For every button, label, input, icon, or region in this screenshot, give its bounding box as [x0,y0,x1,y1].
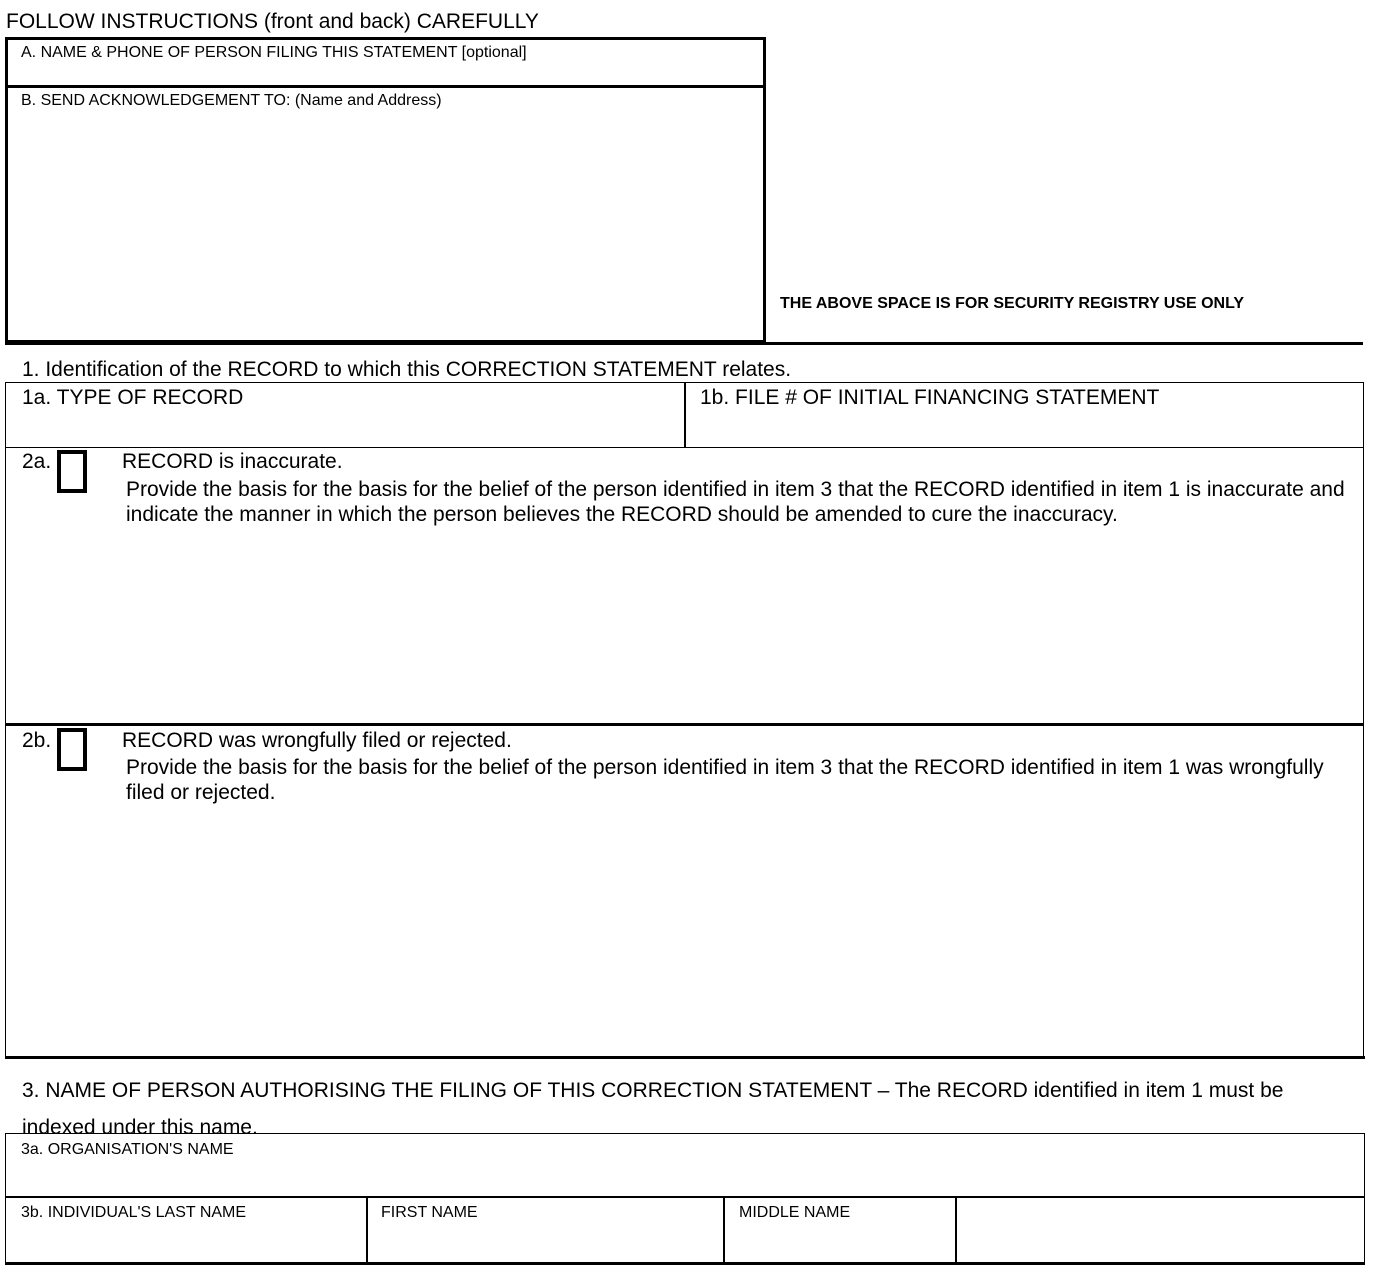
section-2b-instructions: Provide the basis for the basis for the belief of the person identified in item 3 that the RECORD identified in item 1 was wrongfully filed or rejected. [126,756,1324,804]
last-name-label: 3b. INDIVIDUAL'S LAST NAME [21,1204,247,1221]
divider [684,382,686,448]
divider [5,1056,1365,1059]
first-name-label: FIRST NAME [381,1204,478,1221]
divider [5,1196,1365,1198]
field-1a-label: 1a. TYPE OF RECORD [22,386,244,409]
section-1-title: 1. Identification of the RECORD to which this CORRECTION STATEMENT relates. [22,358,792,381]
section-2b-heading: RECORD was wrongfully filed or rejected. [122,729,512,752]
field-a-label: A. NAME & PHONE OF PERSON FILING THIS STATEMENT [optional] [21,44,527,61]
middle-name-label: MIDDLE NAME [739,1204,851,1221]
organisation-name-label: 3a. ORGANISATION'S NAME [21,1141,234,1158]
section-2a-instructions: Provide the basis for the basis for the belief of the person identified in item 3 that the RECORD identified in item 1 is inaccurate and indicate the manner in which the person believes the RECORD should be amended to cure the inaccuracy. [126,478,1345,526]
section-2a-label: 2a. [22,450,52,473]
inaccurate-checkbox[interactable] [57,450,87,493]
section-3-title: 3. NAME OF PERSON AUTHORISING THE FILING OF THIS CORRECTION STATEMENT – The RECORD identified in item 1 must be indexed under this name. [22,1079,1284,1139]
wrongfully-filed-checkbox[interactable] [57,728,87,771]
form-instructions: FOLLOW INSTRUCTIONS (front and back) CAREFULLY [6,10,539,33]
section-2a-heading: RECORD is inaccurate. [122,450,343,473]
field-b-label: B. SEND ACKNOWLEDGEMENT TO: (Name and Address) [21,92,442,109]
registry-note: THE ABOVE SPACE IS FOR SECURITY REGISTRY USE ONLY [780,295,1245,312]
divider [5,342,1363,345]
divider [723,1196,725,1262]
divider [955,1196,957,1262]
divider [5,85,766,88]
field-1b-label: 1b. FILE # OF INITIAL FINANCING STATEMENT [700,386,1160,409]
divider [366,1196,368,1262]
filer-info-box [5,37,766,343]
section-2b-label: 2b. [22,729,52,752]
